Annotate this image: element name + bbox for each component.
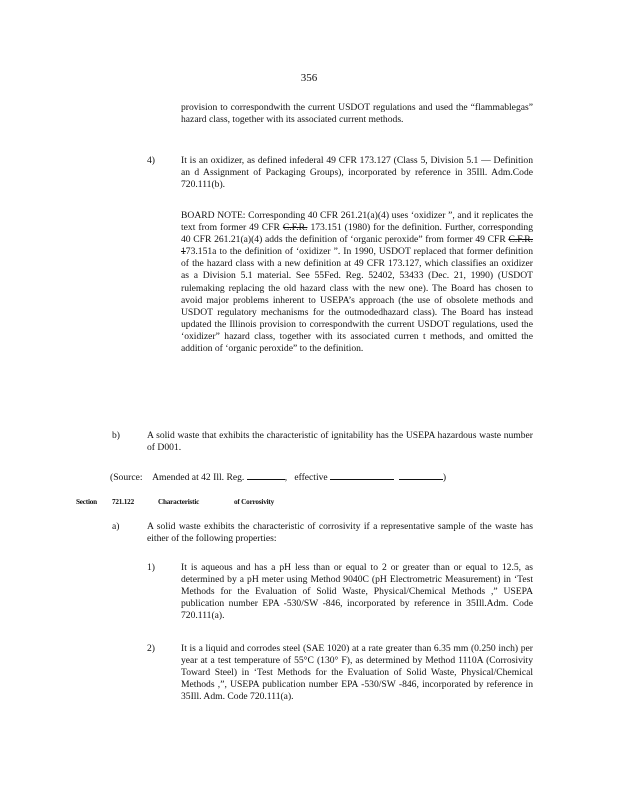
effective-year-blank (399, 470, 443, 480)
register-volume-blank (247, 470, 285, 480)
item-b-text: A solid waste that exhibits the characteristic of ignitability has the USEPA hazardous waste number of D001. (147, 430, 533, 454)
paragraph-continuation: provision to correspondwith the current USDOT regulations and used the “flammablegas” hazard class, together with its associated current methods. (181, 102, 533, 126)
struck-citation-1: C.F.R. (282, 222, 308, 234)
item-4-label: 4) (147, 155, 155, 166)
source-note (110, 470, 446, 484)
board-note-text-3: 73.151a to the definition of ‘oxidizer ”. In 1990, USDOT replaced that former definition of the hazard class with a new definition at 49 CFR 173.127, which classifies an oxidizer as a Division 5.1 material. See 55Fed. Reg. 52402, 53433 (Dec. 21, 1990) (USDOT rulemaking replacing the old hazard class with the new one). The Board has chosen to avoid major problems inherent to USEPA’s approach (the use of obsolete methods and USDOT regulatory mechanisms for the outmodedhazard class). The Board has instead updated the Illinois provision to correspondwith the current USDOT regulations, used the ‘oxidizer” hazard class, together with its associated curren t methods, and omitted the addition of ‘organic peroxide” to the definition. (181, 246, 533, 355)
board-note-text-1: BOARD NOTE: Corresponding 40 CFR 261.21(a)(4) uses ‘oxidizer ”, and it replicates the text from former 49 CFR (181, 210, 533, 234)
effective-date-blank (330, 470, 394, 480)
subitem-1-label: 1) (147, 562, 155, 573)
source-close: ) (442, 472, 447, 483)
source-amended: Amended at 42 Ill. Reg. (152, 472, 245, 483)
board-note (181, 210, 533, 355)
item-4-text: It is an oxidizer, as defined infederal 49 CFR 173.127 (Class 5, Division 5.1 — Definition an d Assignment of Packaging Groups), incorporated by reference in 35Ill. Adm.Code 720.111(b). (181, 155, 533, 191)
item-b-label: b) (112, 430, 120, 441)
section-title-part-1: Characteristic (158, 498, 200, 506)
subitem-2-label: 2) (147, 643, 155, 654)
struck-citation-2: C.F.R. 1 (181, 234, 533, 258)
board-note-text-2: 173.151 (1980) for the definition. Further, corresponding 40 CFR 261.21(a)(4) adds the definition of ‘organic peroxide” from former 49 CFR (181, 222, 533, 246)
source-comma: , (284, 472, 288, 483)
subitem-2-text: It is a liquid and corrodes steel (SAE 1020) at a rate greater than 6.35 mm (0.250 inch) per year at a test temperature of 55°C (130° F), as determined by Method 1110A (Corrosivity Toward Steel) in ‘Test Methods for the Evaluation of Solid Waste, Physical/Chemical Methods ,”, USEPA publication number EPA -530/SW -846, incorporated by reference in 35Ill. Adm. Code 720.111(a). (181, 643, 533, 703)
section-number: 721.122 (112, 498, 134, 506)
source-prefix: (Source: (110, 472, 143, 483)
item-a-text: A solid waste exhibits the characteristic of corrosivity if a representative sample of the waste has either of the following properties: (147, 521, 533, 545)
section-title-part-2: of Corrosivity (234, 498, 274, 506)
section-word: Section (76, 498, 97, 506)
page-number: 356 (300, 72, 318, 84)
subitem-1-text: It is aqueous and has a pH less than or equal to 2 or greater than or equal to 12.5, as determined by a pH meter using Method 9040C (pH Electrometric Measurement) in ‘Test Methods for the Evaluation of Solid Waste, Physical/Chemical Methods ,” USEPA publication number EPA -530/SW -846, incorporated by reference in 35Ill.Adm. Code 720.111(a). (181, 562, 533, 622)
source-effective: effective (294, 472, 328, 483)
item-a-label: a) (112, 521, 120, 532)
